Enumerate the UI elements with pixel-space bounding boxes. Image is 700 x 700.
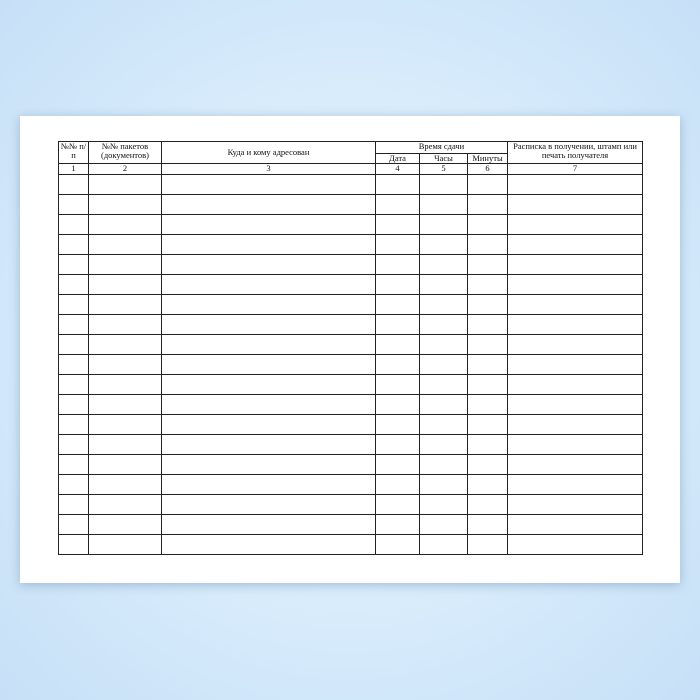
- header-time-group: Время сдачи: [376, 142, 508, 154]
- header-package-number: №№ пакетов (документов): [89, 142, 162, 164]
- table-cell: [59, 195, 89, 215]
- table-cell: [468, 175, 508, 195]
- table-cell: [89, 195, 162, 215]
- column-number: 4: [376, 164, 420, 175]
- table-cell: [376, 295, 420, 315]
- table-cell: [376, 355, 420, 375]
- table-cell: [468, 375, 508, 395]
- table-cell: [89, 415, 162, 435]
- column-number: 1: [59, 164, 89, 175]
- table-cell: [376, 475, 420, 495]
- table-cell: [162, 455, 376, 475]
- table-cell: [376, 375, 420, 395]
- table-cell: [468, 275, 508, 295]
- column-number: 3: [162, 164, 376, 175]
- table-cell: [468, 495, 508, 515]
- header-date: Дата: [376, 154, 420, 164]
- table-row: [59, 395, 643, 415]
- table-cell: [420, 395, 468, 415]
- table-cell: [89, 235, 162, 255]
- column-number: 2: [89, 164, 162, 175]
- header-receipt: Расписка в получении, штамп или печать получателя: [508, 142, 643, 164]
- table-cell: [376, 315, 420, 335]
- table-cell: [468, 535, 508, 555]
- table-cell: [59, 535, 89, 555]
- column-number: 7: [508, 164, 643, 175]
- table-cell: [59, 515, 89, 535]
- table-cell: [420, 215, 468, 235]
- table-cell: [468, 455, 508, 475]
- table-cell: [89, 175, 162, 195]
- table-cell: [508, 315, 643, 335]
- table-cell: [420, 415, 468, 435]
- table-cell: [162, 415, 376, 435]
- table-row: [59, 255, 643, 275]
- table-cell: [420, 475, 468, 495]
- table-cell: [468, 315, 508, 335]
- header-minutes: Минуты: [468, 154, 508, 164]
- table-row: [59, 475, 643, 495]
- table-cell: [89, 475, 162, 495]
- table-cell: [59, 315, 89, 335]
- table-cell: [376, 235, 420, 255]
- table-cell: [162, 235, 376, 255]
- table-cell: [508, 495, 643, 515]
- table-cell: [162, 215, 376, 235]
- table-cell: [420, 455, 468, 475]
- table-cell: [59, 335, 89, 355]
- table-row: [59, 295, 643, 315]
- table-row: [59, 535, 643, 555]
- table-cell: [59, 235, 89, 255]
- table-row: [59, 515, 643, 535]
- table-cell: [89, 395, 162, 415]
- table-cell: [59, 375, 89, 395]
- table-row: [59, 335, 643, 355]
- header-addressee: Куда и кому адресован: [162, 142, 376, 164]
- table-cell: [89, 335, 162, 355]
- table-cell: [162, 395, 376, 415]
- table-cell: [59, 295, 89, 315]
- form-sheet: [20, 116, 680, 583]
- table-cell: [59, 475, 89, 495]
- table-cell: [376, 275, 420, 295]
- table-row: [59, 235, 643, 255]
- table-cell: [508, 215, 643, 235]
- table-row: [59, 435, 643, 455]
- table-cell: [420, 275, 468, 295]
- table-cell: [468, 515, 508, 535]
- table-cell: [508, 515, 643, 535]
- table-cell: [508, 375, 643, 395]
- table-row: [59, 195, 643, 215]
- table-cell: [508, 295, 643, 315]
- table-cell: [376, 455, 420, 475]
- table-cell: [89, 375, 162, 395]
- table-cell: [376, 175, 420, 195]
- table-cell: [508, 175, 643, 195]
- table-cell: [468, 355, 508, 375]
- table-row: [59, 455, 643, 475]
- table-cell: [89, 355, 162, 375]
- table-cell: [376, 495, 420, 515]
- table-cell: [59, 215, 89, 235]
- register-body: [59, 175, 643, 555]
- table-cell: [468, 335, 508, 355]
- table-cell: [376, 255, 420, 275]
- table-cell: [59, 255, 89, 275]
- column-number: 6: [468, 164, 508, 175]
- table-cell: [508, 355, 643, 375]
- table-cell: [468, 195, 508, 215]
- table-row: [59, 375, 643, 395]
- table-cell: [468, 415, 508, 435]
- table-row: [59, 275, 643, 295]
- table-cell: [162, 435, 376, 455]
- table-cell: [89, 535, 162, 555]
- table-row: [59, 355, 643, 375]
- table-cell: [376, 395, 420, 415]
- table-cell: [420, 295, 468, 315]
- table-row: [59, 495, 643, 515]
- table-cell: [508, 195, 643, 215]
- table-cell: [89, 495, 162, 515]
- table-cell: [162, 355, 376, 375]
- table-cell: [468, 295, 508, 315]
- table-cell: [420, 315, 468, 335]
- table-cell: [162, 195, 376, 215]
- table-cell: [376, 215, 420, 235]
- column-number: 5: [420, 164, 468, 175]
- header-row-number: №№ п/п: [59, 142, 89, 164]
- column-number-row: [59, 164, 643, 175]
- table-row: [59, 175, 643, 195]
- table-cell: [89, 455, 162, 475]
- table-cell: [89, 275, 162, 295]
- table-cell: [89, 215, 162, 235]
- table-cell: [376, 535, 420, 555]
- table-cell: [162, 375, 376, 395]
- table-cell: [89, 255, 162, 275]
- table-cell: [508, 255, 643, 275]
- table-cell: [508, 415, 643, 435]
- table-cell: [508, 475, 643, 495]
- table-cell: [508, 455, 643, 475]
- table-cell: [162, 175, 376, 195]
- table-cell: [89, 295, 162, 315]
- table-cell: [468, 395, 508, 415]
- table-cell: [468, 215, 508, 235]
- table-cell: [59, 415, 89, 435]
- table-cell: [420, 255, 468, 275]
- table-cell: [376, 415, 420, 435]
- table-row: [59, 215, 643, 235]
- table-cell: [468, 255, 508, 275]
- table-cell: [162, 335, 376, 355]
- table-cell: [162, 315, 376, 335]
- table-cell: [162, 295, 376, 315]
- table-cell: [162, 515, 376, 535]
- table-cell: [420, 495, 468, 515]
- table-cell: [89, 515, 162, 535]
- table-cell: [376, 335, 420, 355]
- table-cell: [59, 435, 89, 455]
- table-cell: [468, 435, 508, 455]
- table-cell: [420, 435, 468, 455]
- table-cell: [420, 375, 468, 395]
- table-cell: [59, 455, 89, 475]
- table-row: [59, 315, 643, 335]
- table-row: [59, 415, 643, 435]
- table-cell: [468, 235, 508, 255]
- table-cell: [89, 435, 162, 455]
- table-cell: [420, 195, 468, 215]
- table-cell: [59, 395, 89, 415]
- table-cell: [420, 515, 468, 535]
- table-cell: [59, 175, 89, 195]
- table-cell: [376, 435, 420, 455]
- table-cell: [162, 495, 376, 515]
- table-cell: [508, 335, 643, 355]
- table-cell: [420, 235, 468, 255]
- table-cell: [508, 395, 643, 415]
- table-cell: [162, 275, 376, 295]
- table-cell: [376, 515, 420, 535]
- table-cell: [89, 315, 162, 335]
- table-cell: [508, 235, 643, 255]
- table-cell: [59, 495, 89, 515]
- table-cell: [59, 275, 89, 295]
- table-cell: [468, 475, 508, 495]
- table-cell: [162, 535, 376, 555]
- table-cell: [420, 175, 468, 195]
- table-cell: [420, 335, 468, 355]
- table-cell: [162, 475, 376, 495]
- table-cell: [508, 275, 643, 295]
- table-cell: [376, 195, 420, 215]
- table-cell: [420, 535, 468, 555]
- table-cell: [162, 255, 376, 275]
- table-cell: [508, 535, 643, 555]
- table-cell: [508, 435, 643, 455]
- header-hours: Часы: [420, 154, 468, 164]
- register-table: [58, 141, 643, 555]
- table-cell: [59, 355, 89, 375]
- table-cell: [420, 355, 468, 375]
